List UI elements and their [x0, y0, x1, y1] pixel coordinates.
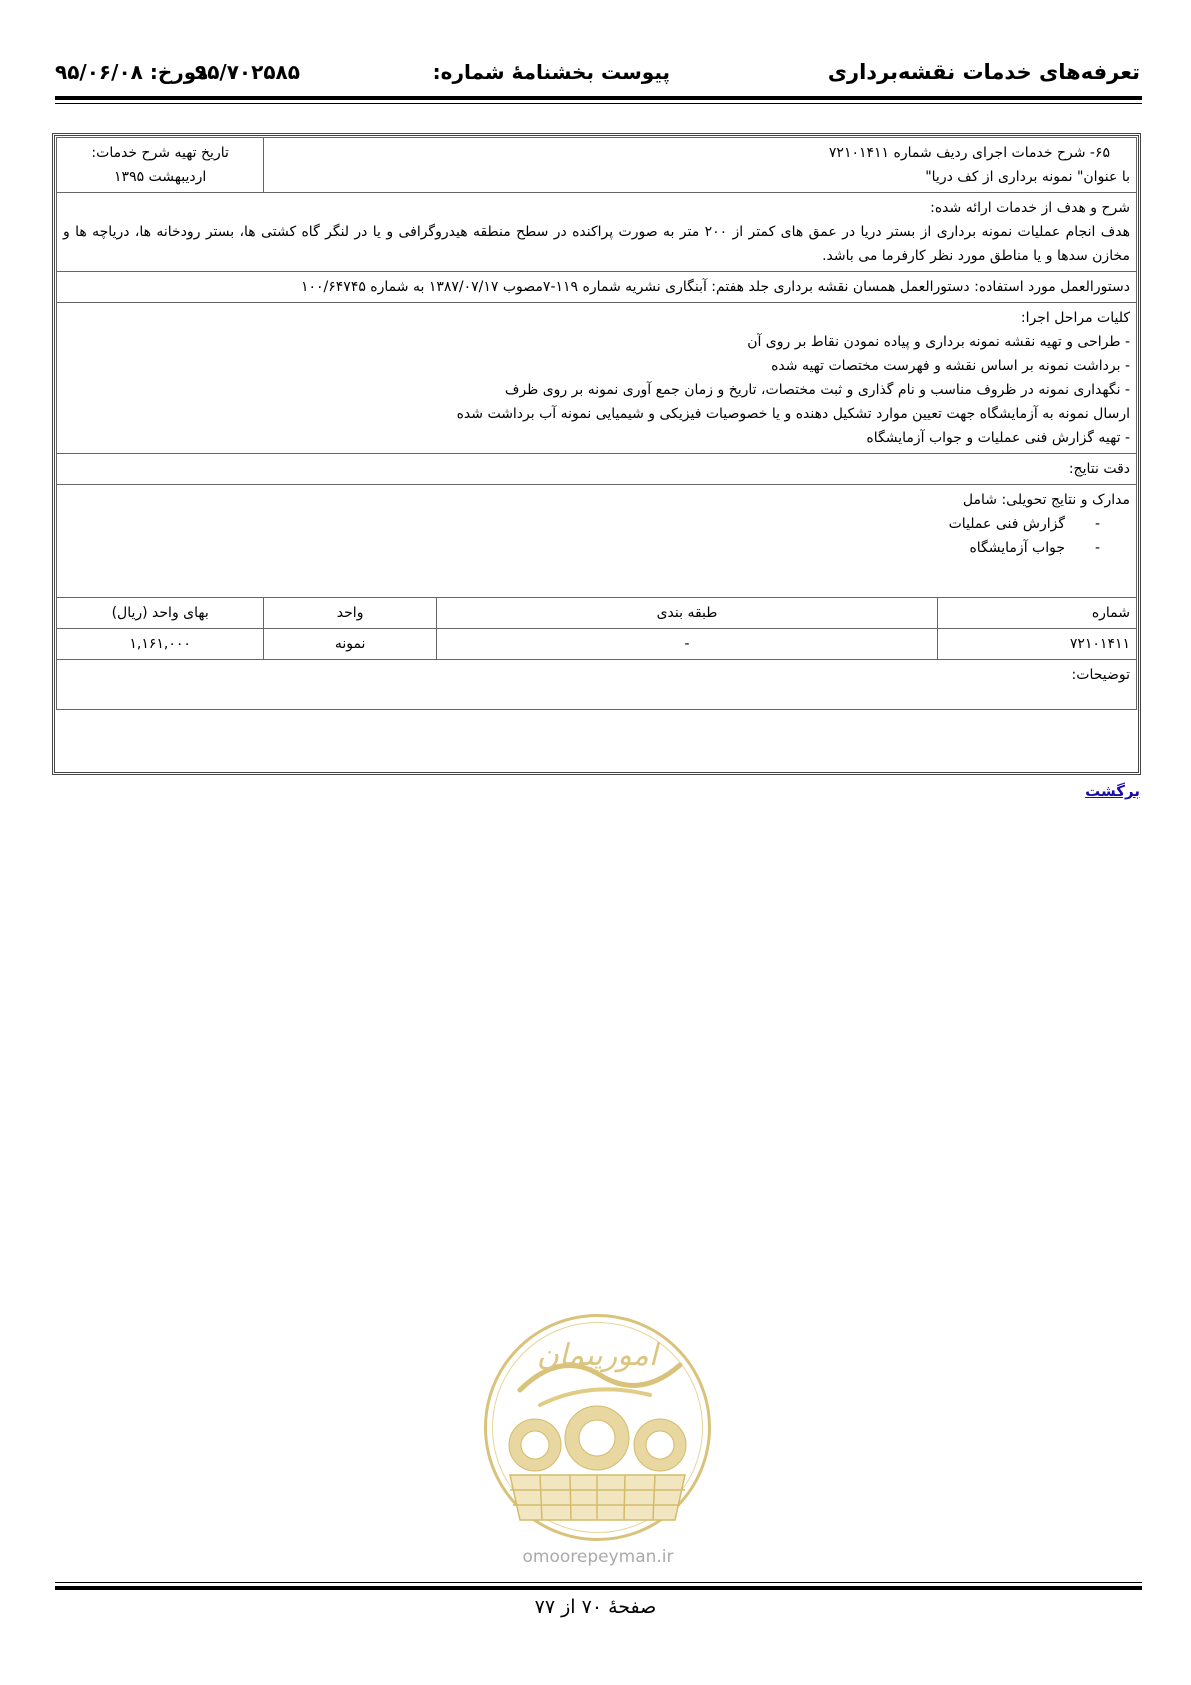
step-item: - نگهداری نمونه در ظروف مناسب و نام گذاری و ثبت مختصات، تاریخ و زمان جمع آوری نمونه بر روی ظرف: [504, 382, 1130, 398]
watermark-logo-text: امورپیمان: [536, 1338, 658, 1373]
footer-rule-thick: [55, 1586, 1142, 1590]
footer-rule-thin: [55, 1582, 1142, 1583]
table-row: [57, 629, 1137, 660]
deliverables-row: [57, 485, 1137, 598]
accuracy-row: [57, 454, 1137, 485]
purpose-text: هدف انجام عملیات نمونه برداری از بستر دریا در عمق های کمتر از ۲۰۰ متر به صورت پراکنده در سطح منطقه هیدروگرافی و یا در لنگر گاه کشتی ها، بستر رودخانه ها، دریاچه ها و مخازن سدها و یا مناطق مورد نظر کارفرما می باشد.: [63, 224, 1131, 264]
deliverable-item: [63, 536, 1130, 560]
column-header-row: [57, 598, 1137, 629]
purpose-row: [57, 193, 1137, 272]
row-unit: نمونه: [264, 629, 437, 660]
service-title-line2: با عنوان" نمونه برداری از کف دریا": [925, 169, 1130, 185]
prep-date-label: تاریخ تهیه شرح خدمات:: [91, 145, 229, 161]
service-table: [56, 137, 1137, 710]
document-title: تعرفه‌های خدمات نقشه‌برداری: [827, 60, 1140, 84]
accuracy-label: دقت نتایج:: [57, 454, 1137, 485]
deliverable-item: [63, 512, 1130, 536]
col-header-unit-price: بهای واحد (ریال): [57, 598, 264, 629]
header-rule-thick: [55, 96, 1142, 100]
back-link[interactable]: برگشت: [1085, 782, 1140, 800]
notes-label: توضیحات:: [57, 660, 1137, 710]
page-number: صفحهٔ ۷۰ از ۷۷: [534, 1596, 657, 1618]
watermark-seal-icon: [480, 1310, 715, 1545]
col-header-number: شماره: [938, 598, 1137, 629]
deliverables-label: مدارک و نتایج تحویلی: شامل: [962, 492, 1130, 508]
header-rule-thin: [55, 103, 1142, 104]
title-row: [57, 138, 1137, 193]
purpose-label: شرح و هدف از خدمات ارائه شده:: [930, 200, 1130, 216]
attachment-label: پیوست بخشنامهٔ شماره:: [432, 60, 670, 84]
row-unit-price: ۱,۱۶۱,۰۰۰: [57, 629, 264, 660]
step-item: ارسال نمونه به آزمایشگاه جهت تعیین موارد تشکیل دهنده و یا خصوصیات فیزیکی و شیمیایی نمونه آب برداشت شده: [456, 406, 1130, 422]
service-title-line1: ۶۵- شرح خدمات اجرای ردیف شماره ۷۲۱۰۱۴۱۱: [828, 145, 1110, 161]
bullet: -: [1094, 540, 1100, 556]
step-item: - طراحی و تهیه نقشه نمونه برداری و پیاده نمودن نقاط بر روی آن: [747, 334, 1130, 350]
col-header-classification: طبقه بندی: [436, 598, 937, 629]
circular-date: مورخ: ۹۵/۰۶/۰۸: [55, 60, 209, 84]
instruction-text: دستورالعمل مورد استفاده: دستورالعمل همسان نقشه برداری جلد هفتم: آبنگاری نشریه شماره ۱۱۹-۷مصوب ۱۳۸۷/۰۷/۱۷ به شماره ۱۰۰/۶۴۷۴۵: [57, 272, 1137, 303]
steps-row: [57, 303, 1137, 454]
prep-date-value: اردیبهشت ۱۳۹۵: [114, 169, 207, 185]
col-header-unit: واحد: [264, 598, 437, 629]
row-classification: -: [436, 629, 937, 660]
instruction-row: [57, 272, 1137, 303]
notes-row: [57, 660, 1137, 710]
circular-number: ۹۵/۷۰۲۵۸۵: [195, 60, 300, 84]
page-header: [55, 58, 1140, 98]
watermark-site: omoorepeyman.ir: [522, 1547, 674, 1567]
service-title-cell: [264, 138, 1137, 193]
bullet: -: [1094, 516, 1100, 532]
step-item: - تهیه گزارش فنی عملیات و جواب آزمایشگاه: [866, 430, 1130, 446]
deliverable-text: جواب آزمایشگاه: [969, 540, 1065, 556]
steps-label: کلیات مراحل اجرا:: [1020, 310, 1130, 326]
step-item: - برداشت نمونه بر اساس نقشه و فهرست مختصات تهیه شده: [771, 358, 1130, 374]
deliverable-text: گزارش فنی عملیات: [948, 516, 1065, 532]
row-number: ۷۲۱۰۱۴۱۱: [938, 629, 1137, 660]
prep-date-cell: [57, 138, 264, 193]
